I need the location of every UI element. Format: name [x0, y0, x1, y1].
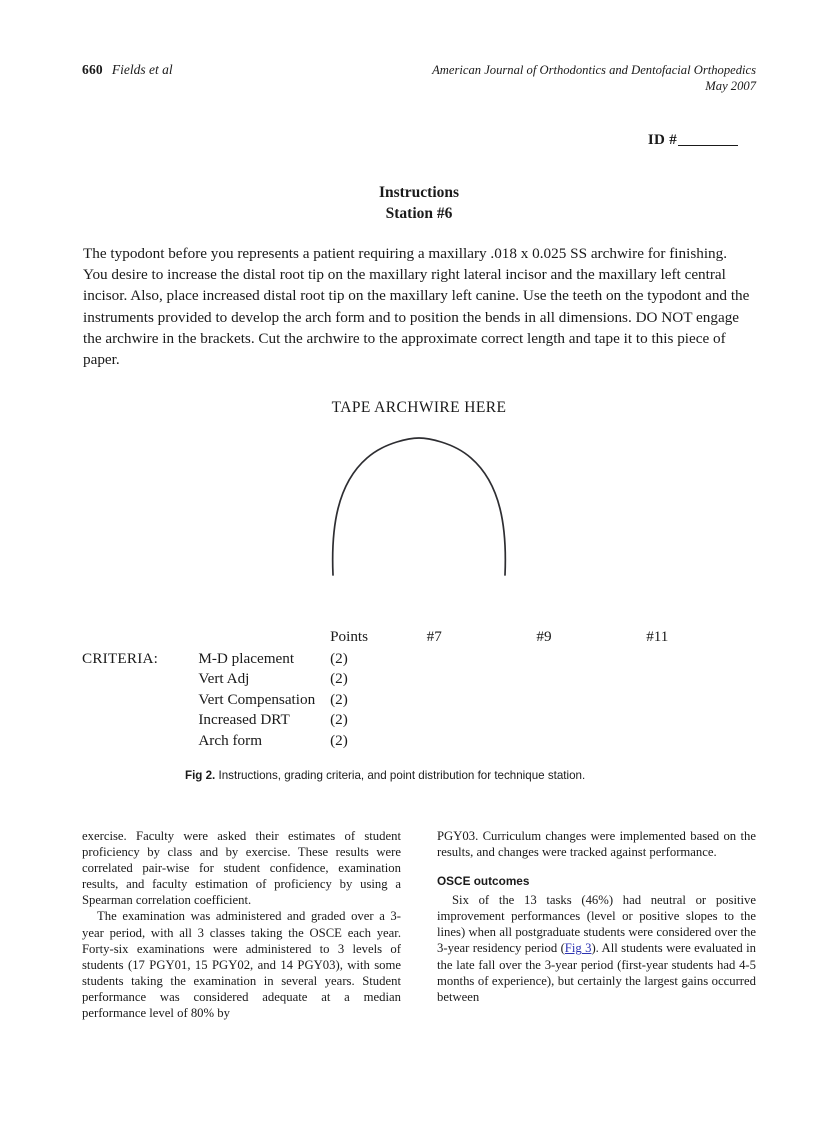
criterion-name: Arch form	[198, 731, 263, 749]
body-column-left	[82, 828, 401, 1021]
criterion-name: M-D placement	[198, 650, 295, 667]
section-subheading: OSCE outcomes	[437, 874, 530, 889]
table-row	[82, 731, 756, 751]
paragraph: exercise. Faculty were asked their estimates of student proficiency by class and by exercise. These results were correlated pair-wise for student confidence, examination results, and faculty estimation of proficiency by using a Spearman correlation coefficient.	[82, 829, 401, 908]
score-tooth-9[interactable]	[536, 690, 646, 710]
paragraph-part-2: ). All students were evaluated in the late fall over the 3-year period (first-year students had 4-5 months of experience), but certainly the largest gains occurred between	[437, 941, 756, 1004]
page-number: 660	[82, 62, 103, 77]
figure-2	[82, 118, 756, 768]
running-head-left	[82, 62, 173, 78]
score-tooth-7[interactable]	[427, 731, 537, 751]
score-tooth-9[interactable]	[536, 649, 646, 669]
instructions-title	[82, 183, 756, 224]
criteria-label-spacer	[82, 690, 198, 710]
article-body-columns	[82, 828, 756, 1053]
header-tooth-7: #7	[426, 628, 442, 645]
criteria-table-wrap	[82, 625, 756, 751]
score-tooth-7[interactable]	[427, 669, 537, 689]
criterion-name: Vert Compensation	[198, 690, 316, 708]
table-row	[82, 669, 756, 689]
paragraph	[437, 892, 756, 1005]
paragraph: The examination was administered and graded over a 3-year period, with all 3 classes taking the OSCE each year. Forty-six examinations were administered to 3 levels of students (17 PGY01, 15 PGY02, and 14 PGY03), with some students taking the examination in several years. Student performance was considered adequate at a median performance level of 80% by	[82, 909, 401, 1021]
score-tooth-9[interactable]	[536, 669, 646, 689]
criterion-points: (2)	[330, 670, 348, 688]
header-blank-1	[82, 625, 198, 649]
header-tooth-9: #9	[536, 628, 552, 645]
score-tooth-11[interactable]	[646, 690, 756, 710]
criteria-label-spacer	[82, 731, 198, 751]
score-tooth-7[interactable]	[427, 690, 537, 710]
figure-caption-text: Instructions, grading criteria, and point distribution for technique station.	[215, 769, 586, 782]
score-tooth-11[interactable]	[646, 710, 756, 730]
id-label: ID #	[647, 132, 677, 148]
score-tooth-7[interactable]	[427, 649, 537, 669]
score-tooth-9[interactable]	[536, 710, 646, 730]
criteria-label-spacer	[82, 710, 198, 730]
station-heading: Station #6	[385, 204, 453, 222]
archwire-diagram	[82, 436, 756, 576]
running-head-right	[432, 62, 756, 94]
criterion-points: (2)	[330, 650, 348, 667]
score-tooth-11[interactable]	[646, 669, 756, 689]
table-row	[82, 649, 756, 669]
header-points: Points	[330, 628, 369, 645]
figure-caption-label: Fig 2.	[185, 769, 216, 782]
paragraph: PGY03. Curriculum changes were implemented based on the results, and changes were tracked against performance.	[437, 829, 756, 860]
criteria-table-header-row	[82, 625, 756, 649]
score-tooth-7[interactable]	[427, 710, 537, 730]
criterion-name: Increased DRT	[198, 711, 290, 729]
criteria-table	[82, 625, 756, 751]
header-tooth-11: #11	[646, 628, 669, 645]
id-field	[648, 132, 738, 149]
tape-archwire-label: TAPE ARCHWIRE HERE	[331, 399, 507, 416]
paragraph-part-1: Six of the 13 tasks (46%) had neutral or positive improvement performances (level or positive slopes to the lines) when all postgraduate students were considered over the 3-year residency period (	[437, 893, 756, 956]
journal-name: American Journal of Orthodontics and Dentofacial Orthopedics	[432, 63, 756, 77]
criteria-label-spacer	[82, 669, 198, 689]
criterion-points: (2)	[330, 731, 348, 749]
issue-date: May 2007	[705, 79, 756, 93]
criteria-label: CRITERIA:	[82, 650, 159, 667]
instructions-heading: Instructions	[378, 184, 460, 201]
id-blank-line	[678, 145, 738, 146]
score-tooth-9[interactable]	[536, 731, 646, 751]
criterion-points: (2)	[330, 690, 348, 708]
running-head	[82, 62, 756, 102]
figure-caption	[185, 768, 745, 783]
figure-3-link[interactable]: Fig 3	[564, 941, 592, 956]
archwire-arch-icon	[319, 436, 519, 576]
header-blank-2	[198, 625, 330, 649]
running-head-authors: Fields et al	[111, 62, 173, 77]
table-row	[82, 710, 756, 730]
score-tooth-11[interactable]	[646, 731, 756, 751]
instructions-body: The typodont before you represents a patient requiring a maxillary .018 x 0.025 SS archwire for finishing. You desire to increase the distal root tip on the maxillary right lateral incisor and the maxillary left central incisor. Also, place increased distal root tip on the maxillary left canine. Use the teeth on the typodont and the instruments provided to develop the arch form and to position the bends in all dimensions. DO NOT engage the archwire in the brackets. Cut the archwire to the approximate correct length and tape it to this piece of paper.	[83, 245, 750, 369]
body-column-right	[437, 828, 756, 1005]
criterion-points: (2)	[330, 711, 348, 729]
criterion-name: Vert Adj	[198, 670, 250, 688]
score-tooth-11[interactable]	[646, 649, 756, 669]
table-row	[82, 690, 756, 710]
